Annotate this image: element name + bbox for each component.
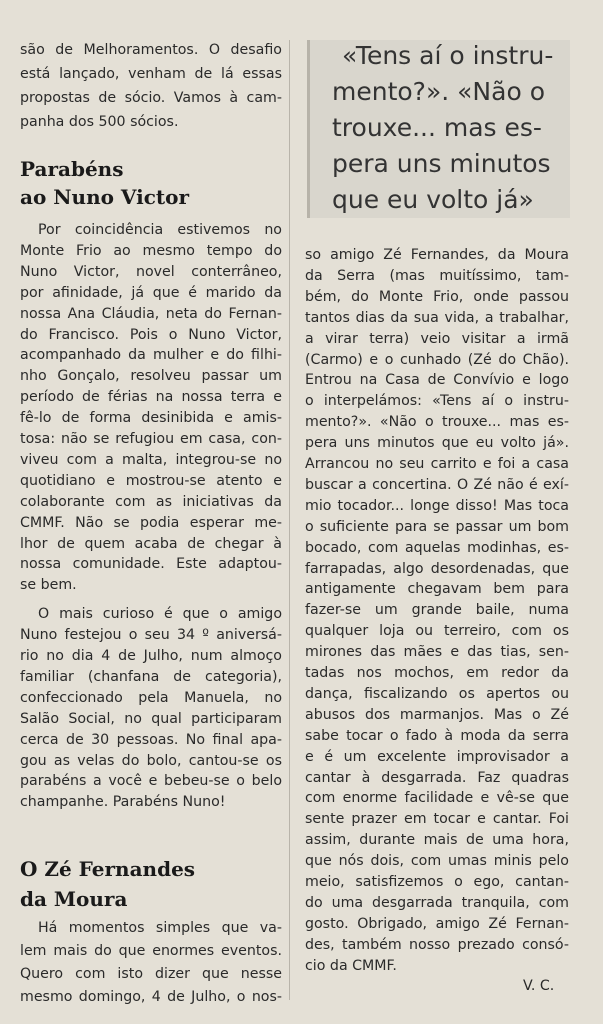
text-line: tadas nos mochos, em redor da [305,665,569,681]
text-line: do Francisco. Pois o Nuno Victor, [20,326,282,343]
text-line: Arrancou no seu carrito e foi a casa [305,456,569,472]
text-line: Quero com isto dizer que nesse [20,966,282,982]
text-line: mio tocador... longe disso! Mas toca [305,497,569,514]
text-line: fazer-se um grande baile, numa [305,602,569,619]
text-line: sente prazer em tocar e cantar. Foi [305,811,569,828]
text-line: cerca de 30 pessoas. No final apa- [20,731,282,748]
text-line: Salão Social, no qual participaram [20,710,282,727]
text-line: lhor de quem acaba de chegar à [20,535,282,552]
text-line: sabe tocar o fado à moda da serra [305,727,569,744]
text-line: da Serra (mas muitíssimo, tam- [305,267,569,284]
text-line: Entrou na Casa de Convívio e logo [305,372,569,389]
text-line: parabéns a você e bebeu-se o belo [20,773,282,790]
text-line: Monte Frio ao mesmo tempo do [20,242,282,259]
text-line: antigamente chegavam bem para [305,581,569,598]
text-line: familiar (chanfana de categoria), [20,668,282,685]
text-line: tantos dias da sua vida, a trabalhar, [305,309,569,326]
text-line: panha dos 500 sócios. [20,114,179,130]
text-line: está lançado, venham de lá essas [20,66,282,82]
text-line: o interpelámos: «Tens aí o instru- [305,393,569,410]
column-divider [289,40,290,1000]
section-title: ao Nuno Victor [20,185,189,209]
text-line: so amigo Zé Fernandes, da Moura [305,247,569,263]
text-line: com enorme facilidade e vê-se que [305,790,569,807]
text-line: assim, durante mais de uma hora, [305,832,569,849]
text-line: qualquer loja ou terreiro, com os [305,623,569,640]
text-line: mirones das mães e das tias, sen- [305,644,569,661]
text-line: lem mais do que enormes eventos. [20,943,282,959]
pull-quote-line: mento?». «Não o [332,77,545,106]
text-line: por afinidade, já que é marido da [20,284,282,301]
text-line: meio, satisfizemos o ego, cantan- [305,874,569,890]
text-line: O mais curioso é que o amigo [38,606,282,623]
text-line: a virar terra) veio visitar a irmã [305,330,569,347]
text-line: e é um excelente improvisador a [305,748,569,765]
text-line: pera uns minutos que eu volto já». [305,435,569,452]
text-line: fê-lo de forma desinibida e amis- [20,410,282,427]
text-line: bém, do Monte Frio, onde passou [305,288,569,305]
text-line: abusos dos marmanjos. Mas o Zé [305,706,569,723]
text-line: tosa: não se refugiou em casa, con- [20,431,282,447]
section-title: O Zé Fernandes [20,857,196,881]
text-line: CMMF. Não se podia esperar me- [20,514,282,531]
text-line: gou as velas do bolo, cantou-se os [20,752,282,769]
pull-quote-line: pera uns minutos [332,149,551,178]
text-line: dança, fiscalizando os apertos ou [305,685,569,702]
section-title: Parabéns [20,157,124,181]
author-signature: V. C. [523,978,555,994]
text-line: colaborante com as iniciativas da [20,493,282,510]
text-line: nho Gonçalo, resolveu passar um [20,368,282,385]
text-line: champanhe. Parabéns Nuno! [20,794,226,811]
text-line: Nuno Victor, novel conterrâneo, [20,263,282,280]
pull-quote [307,40,570,218]
text-line: acompanhado da mulher e do filhi- [20,347,282,364]
text-line: viveu com a malta, integrou-se no [20,451,282,468]
text-line: nossa Ana Cláudia, neta do Fernan- [20,305,282,322]
text-line: período de férias na nossa terra e [20,389,282,406]
text-line: des, também nosso prezado consó- [305,936,569,953]
section-title: da Moura [20,887,128,911]
text-line: farrapadas, algo desordenadas, que [305,560,569,577]
text-line: buscar a concertina. O Zé não é exí- [305,476,569,493]
text-line: (Carmo) e o cunhado (Zé do Chão). [305,351,569,368]
text-line: cio da CMMF. [305,957,397,974]
text-line: Nuno festejou o seu 34 º aniversá- [20,627,282,644]
text-line: rio no dia 4 de Julho, num almoço [20,648,282,664]
pull-quote-line: trouxe... mas es- [332,113,542,142]
text-line: confeccionado pela Manuela, no [20,689,282,706]
text-line: propostas de sócio. Vamos à cam- [20,90,282,106]
pull-quote-line: que eu volto já» [332,185,534,214]
text-line: quotidiano e mostrou-se atento e [20,472,282,489]
text-line: bocado, com aquelas modinhas, es- [305,539,569,556]
text-line: se bem. [20,577,77,594]
text-line: são de Melhoramentos. O desafio [20,42,282,58]
pull-quote-line: «Tens aí o instru- [342,41,554,70]
text-line: cantar à desgarrada. Faz quadras [305,769,569,786]
text-line: mento?». «Não o trouxe... mas es- [305,414,569,431]
text-line: o suficiente para se passar um bom [305,518,569,535]
text-line: Por coincidência estivemos no [38,222,282,238]
text-line: mesmo domingo, 4 de Julho, o nos- [20,989,282,1005]
text-line: gosto. Obrigado, amigo Zé Fernan- [305,915,569,932]
text-line: Há momentos simples que va- [38,920,282,936]
text-line: que nós dois, com umas minis pelo [305,853,569,870]
text-line: nossa comunidade. Este adaptou- [20,556,282,573]
text-line: do uma desgarrada tranquila, com [305,894,569,911]
